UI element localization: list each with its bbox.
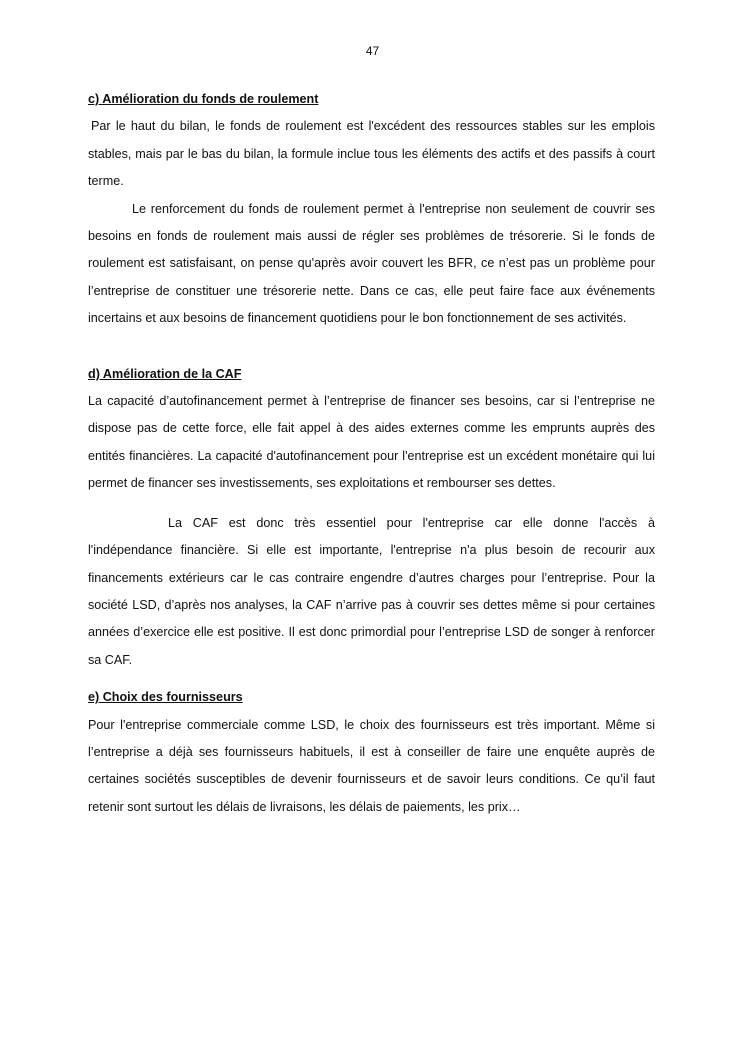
paragraph: Le renforcement du fonds de roulement permet à l'entreprise non seulement de couvrir ses besoins en fonds de roulement mais aussi de régler ses problèmes de trésorerie. Si le fonds de roulement est satisfaisant, on pense qu'après avoir couvert les BFR, ce n’est pas un problème pour l’entreprise de constituer une trésorerie nette. Dans ce cas, elle peut faire face aux événements incertains et aux besoins de financement quotidiens pour le bon fonctionnement de ses activités. xyxy=(88,201,655,326)
section-c xyxy=(88,86,655,333)
paragraph-spacer xyxy=(88,498,655,510)
paragraph: La CAF est donc très essentiel pour l'entreprise car elle donne l'accès à l'indépendance financière. Si elle est importante, l'entreprise n'a plus besoin de recourir aux financements extérieurs car le cas contraire engendre d’autres charges pour l’entreprise. Pour la société LSD, d’après nos analyses, la CAF n’arrive pas à couvrir ses dettes même si pour certaines années d’exercice elle est positive. Il est donc primordial pour l’entreprise LSD de songer à renforcer sa CAF. xyxy=(88,515,655,667)
section-heading: c) Amélioration du fonds de roulement xyxy=(88,92,319,106)
paragraph: Pour l'entreprise commerciale comme LSD, le choix des fournisseurs est très important. Même si l’entreprise a déjà ses fournisseurs habituels, il est à conseiller de faire une enquête auprès de certaines sociétés susceptibles de devenir fournisseurs et de savoir leurs conditions. Ce qu’il faut retenir sont surtout les délais de livraisons, les délais de paiements, les prix… xyxy=(88,717,655,814)
section-heading: d) Amélioration de la CAF xyxy=(88,366,242,381)
paragraph: La capacité d’autofinancement permet à l’entreprise de financer ses besoins, car si l’entreprise ne dispose pas de cette force, elle fait appel à des aides externes comme les emprunts auprès des entités financières. La capacité d'autofinancement pour l'entreprise est un excédent monétaire qui lui permet de financer ses investissements, ses exploitations et rembourser ses dettes. xyxy=(88,394,655,491)
document-body xyxy=(88,86,655,821)
section-d xyxy=(88,361,655,674)
page-number: 47 xyxy=(365,44,380,58)
section-spacer xyxy=(88,333,655,361)
section-e xyxy=(88,684,655,821)
section-spacer xyxy=(88,674,655,684)
paragraph: Par le haut du bilan, le fonds de roulement est l'excédent des ressources stables sur les emplois stables, mais par le bas du bilan, la formule inclue tous les éléments des actifs et des passifs à court terme. xyxy=(88,119,655,189)
section-heading: e) Choix des fournisseurs xyxy=(88,690,243,705)
